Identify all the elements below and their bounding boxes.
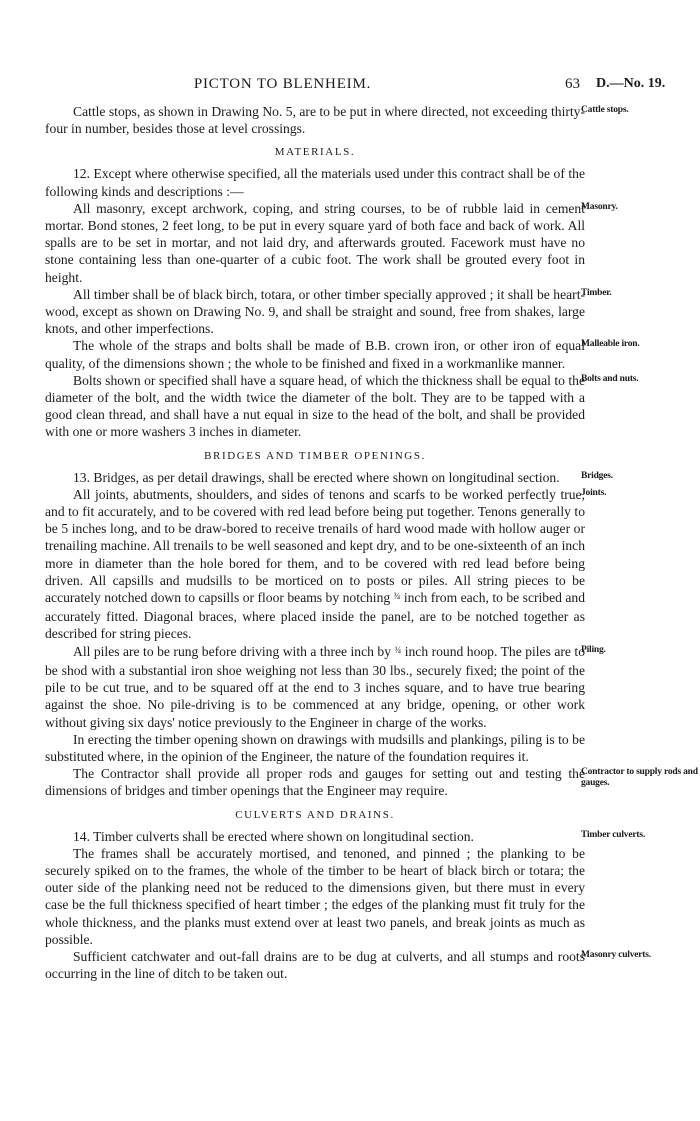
paragraph-culverts bbox=[45, 828, 645, 845]
paragraph-text: All timber shall be of black birch, totara, or other timber specially approved ; it shall be heart-wood, except as shown on Drawing No. 9, and shall be straight and sound, free from shakes, large knots, and other imperfections. bbox=[45, 286, 585, 337]
paragraph-text: All piles are to be rung before driving with a three inch by bbox=[73, 643, 391, 659]
paragraph-bolts bbox=[45, 372, 639, 441]
paragraph-text: inch from each, to be scribed and accurately fitted. Diagonal braces, where placed inside the panel, are to be notched together as described for string pieces. bbox=[45, 590, 586, 642]
paragraph-text: Cattle stops, as shown in Drawing No. 5, are to be put in where directed, not exceeding thirty-four in number, besides those at level crossings. bbox=[45, 104, 585, 137]
paragraph-malleable-iron bbox=[45, 337, 640, 371]
section-heading-bridges: BRIDGES AND TIMBER OPENINGS. bbox=[204, 449, 426, 462]
margin-note-contractor: Contractor to supply rods and gauges. bbox=[581, 767, 698, 789]
paragraph-text: All joints, abutments, shoulders, and sides of tenons and scarfs to be worked perfectly true, and to fit accurately, and to be covered with red lead before being put together. Tenons generally to be 5 inches long, and to be draw-bored to receive trenails of hard wood made with hollow auger or trenailing machine. All trenails to be well seasoned and kept dry, and to be one-sixteenth of an inch more in diameter than the hole bored for them, and to be covered with red lead before being driven. All capsills and mudsills to be morticed on to posts or piles. All string pieces to be accurately notched down to capsills or floor beams by notching bbox=[45, 486, 585, 606]
paragraph-mudsills bbox=[45, 731, 585, 765]
paragraph-text: Bolts shown or specified shall have a square head, of which the thickness shall be equal to the diameter of the bolt, and the width twice the diameter of the bolt. They are to be tapped with a good clean thread, and shall have a nut equal in size to the head of the bolt, and shall be provided with one or more washers 3 inches in diameter. bbox=[45, 372, 585, 440]
margin-note-masonry: Masonry. bbox=[581, 201, 618, 212]
paragraph-text: All masonry, except archwork, coping, and string courses, to be of rubble laid in cement mortar. Bond stones, 2 feet long, to be put in every square yard of both face and back of work. All spalls are to be set in mortar, and not laid dry, and afterwards grouted. Facework must have no stone containing less than one-quarter of a cubic foot. The work shall be grouted every foot in height. bbox=[45, 200, 585, 285]
margin-note-timber-culverts: Timber culverts. bbox=[581, 829, 645, 840]
margin-note-masonry-culverts: Masonry culverts. bbox=[581, 949, 651, 960]
margin-note-joints: Joints. bbox=[581, 487, 607, 498]
paragraph-contractor bbox=[45, 765, 698, 799]
margin-note-piling: Piling. bbox=[581, 644, 606, 655]
running-header-title: PICTON TO BLENHEIM. bbox=[193, 76, 372, 92]
paragraph-text: Sufficient catchwater and out-fall drains are to be dug at culverts, and all stumps and roots occurring in the line of ditch to be taken out. bbox=[45, 948, 585, 982]
paragraph-frames bbox=[45, 845, 585, 948]
fraction-three-quarters: ¾ bbox=[394, 644, 402, 655]
margin-note-bolts: Bolts and nuts. bbox=[581, 373, 639, 384]
paragraph-cattle-stops bbox=[45, 103, 629, 137]
paragraph-piling bbox=[45, 643, 606, 731]
paragraph-text: In erecting the timber opening shown on drawings with mudsills and plankings, piling is to be substituted where, in the opinion of the Engineer, the nature of the foundation requires it. bbox=[45, 731, 585, 764]
section-heading-culverts: CULVERTS AND DRAINS. bbox=[235, 808, 395, 821]
paragraph-text: 12. Except where otherwise specified, all the materials used under this contract shall be of the following kinds and descriptions :— bbox=[45, 166, 585, 199]
paragraph-timber bbox=[45, 286, 612, 338]
paragraph-text: inch round hoop. The piles are to be shod with a substantial iron shoe weighing not less than 30 lbs., securely fixed; the point of the pile to be cut true, and to be squared off at the end to 3 inches square, and to have true bearing against the shoe. No pile-driving is to be commenced at any bridge, opening, or other work without giving six days' notice previously to the Engineer in charge of the works. bbox=[45, 643, 585, 730]
page-number: 63 bbox=[565, 76, 580, 92]
paragraph-text: 14. Timber culverts shall be erected where shown on longitudinal section. bbox=[73, 828, 474, 844]
margin-note-timber: Timber. bbox=[581, 287, 612, 298]
paragraph-text: 13. Bridges, as per detail drawings, shall be erected where shown on longitudinal section. bbox=[73, 469, 560, 485]
margin-note-cattle-stops: Cattle stops. bbox=[581, 105, 629, 115]
paragraph-text: The whole of the straps and bolts shall be made of B.B. crown iron, or other iron of equal quality, of the dimensions shown ; the whole to be finished and fixed in a workmanlike manner. bbox=[45, 338, 585, 371]
paragraph-masonry bbox=[45, 200, 618, 286]
paragraph-text: The Contractor shall provide all proper rods and gauges for setting out and testing the dimensions of bridges and timber openings that the Engineer may require. bbox=[45, 766, 585, 799]
fraction-three-quarters: ¾ bbox=[393, 591, 401, 602]
paragraph-materials-intro bbox=[45, 165, 585, 199]
paragraph-text: The frames shall be accurately mortised, and tenoned, and pinned ; the planking to be securely spiked on to the frames, the whole of the timber to be heart of black birch or totara; the outer side of the planking need not be reduced to the dimensions given, but there must in every case be the full thickness specified of heart timber ; the edges of the planking must fit truly for the whole thickness, and the planks must extend over at least two panels, and break joints as much as possible. bbox=[45, 845, 585, 947]
document-reference: D.—No. 19. bbox=[596, 76, 666, 91]
section-heading-materials: MATERIALS. bbox=[274, 146, 356, 159]
paragraph-bridges bbox=[45, 469, 613, 486]
margin-note-bridges: Bridges. bbox=[581, 470, 613, 481]
margin-note-malleable-iron: Malleable iron. bbox=[581, 339, 640, 350]
document-body bbox=[45, 103, 698, 982]
paragraph-joints bbox=[45, 486, 607, 643]
paragraph-catchwater bbox=[45, 948, 651, 982]
